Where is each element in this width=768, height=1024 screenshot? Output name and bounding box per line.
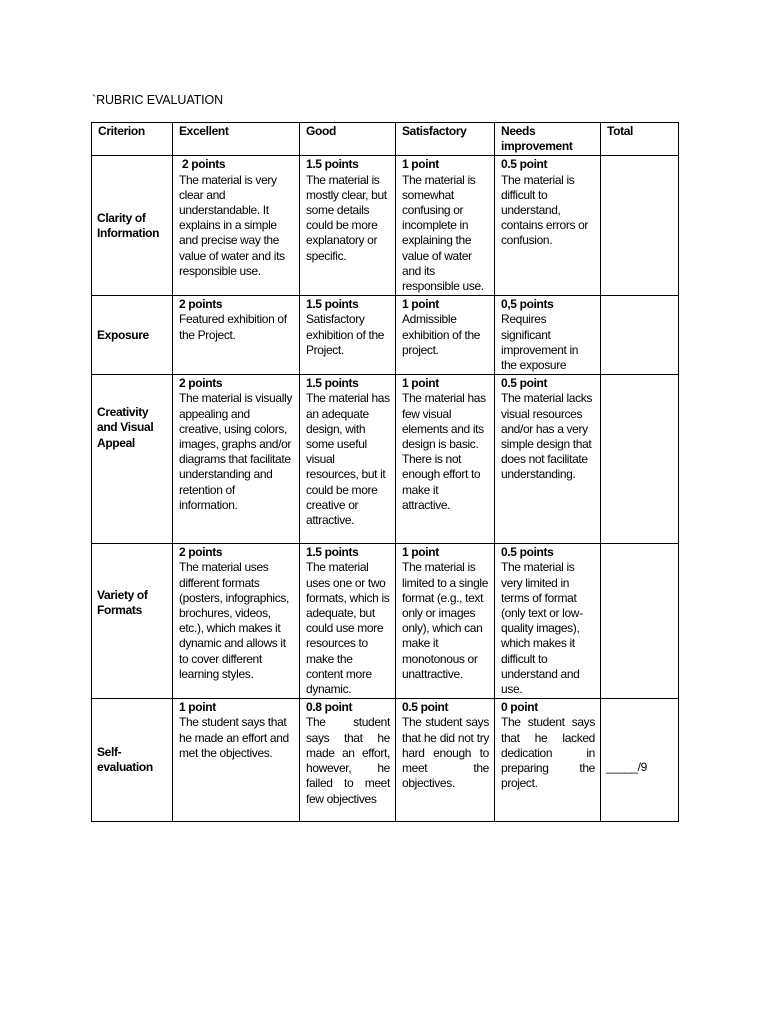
cell-description: The material is mostly clear, but some details could be more explanatory or specific.	[306, 172, 387, 263]
header-total: Total	[601, 123, 679, 156]
cell-good	[300, 699, 396, 822]
cell-good	[300, 296, 396, 375]
rubric-table	[91, 122, 679, 822]
cell-satisfactory	[396, 375, 495, 544]
row-criterion: Exposure	[92, 296, 173, 375]
cell-needs-improvement	[495, 296, 601, 375]
cell-points: 1.5 points	[306, 545, 359, 560]
cell-points: 1.5 points	[306, 297, 359, 312]
cell-points: 2 points	[179, 545, 223, 560]
cell-description: The material uses one or two formats, which is adequate, but could use more resources to make the content more dynamic.	[306, 560, 390, 697]
cell-points: 0.8 point	[306, 700, 353, 715]
cell-points: 1.5 points	[306, 157, 359, 172]
cell-description: The student says that he lacked dedication in preparing the project.	[501, 715, 595, 791]
header-criterion: Criterion	[92, 123, 173, 156]
cell-satisfactory	[396, 296, 495, 375]
cell-needs-improvement	[495, 699, 601, 822]
header-row	[92, 123, 679, 156]
cell-total: _____/9	[601, 699, 679, 822]
cell-needs-improvement	[495, 156, 601, 296]
cell-satisfactory	[396, 699, 495, 822]
cell-total	[601, 156, 679, 296]
table-row	[92, 699, 679, 822]
cell-points: 1 point	[402, 157, 439, 172]
cell-points: 1 point	[179, 700, 216, 715]
cell-description: The material lacks visual resources and/or has a very simple design that does not facilitate understanding.	[501, 391, 593, 482]
cell-description: The student says that he made an effort, however, he failed to meet few objectives	[306, 715, 390, 806]
row-criterion: Clarity of Information	[92, 156, 173, 296]
cell-excellent	[173, 375, 300, 544]
table-row	[92, 375, 679, 544]
table-row	[92, 156, 679, 296]
cell-good	[300, 544, 396, 699]
cell-excellent	[173, 699, 300, 822]
cell-excellent	[173, 544, 300, 699]
cell-description: The material is somewhat confusing or incomplete in explaining the value of water and its responsible use.	[402, 172, 484, 294]
cell-description: The material has few visual elements and its design is basic. There is not enough effort to make it attractive.	[402, 391, 486, 512]
cell-total	[601, 544, 679, 699]
cell-description: The material is visually appealing and creative, using colors, images, graphs and/or diagrams that facilitate understanding and retention of information.	[179, 391, 292, 512]
header-satisfactory: Satisfactory	[396, 123, 495, 156]
cell-points: 2 points	[179, 157, 226, 172]
cell-description: Featured exhibition of the Project.	[179, 312, 287, 342]
cell-description: Requires significant improvement in the exposure	[501, 312, 579, 373]
cell-points: 0,5 points	[501, 297, 554, 312]
header-needs-improvement: Needs improvement	[495, 123, 601, 156]
row-criterion: Creativity and Visual Appeal	[92, 375, 173, 544]
cell-points: 2 points	[179, 376, 223, 391]
cell-satisfactory	[396, 156, 495, 296]
cell-points: 0.5 point	[402, 700, 449, 715]
row-criterion: Self-evaluation	[92, 699, 173, 822]
cell-description: The student says that he made an effort and met the objectives.	[179, 715, 289, 760]
cell-description: The material has an adequate design, with some useful visual resources, but it could be more creative or attractive.	[306, 391, 390, 528]
cell-points: 2 points	[179, 297, 223, 312]
row-criterion: Variety of Formats	[92, 544, 173, 699]
cell-points: 1 point	[402, 376, 439, 391]
cell-description: The material is difficult to understand, contains errors or confusion.	[501, 172, 589, 248]
cell-description: The material is very clear and understandable. It explains in a simple and precise way the value of water and its responsible use.	[179, 172, 285, 278]
cell-description: The material is very limited in terms of format (only text or low-quality images), which makes it difficult to understand and use.	[501, 560, 583, 697]
cell-points: 0.5 points	[501, 545, 554, 560]
cell-description: The material uses different formats (posters, infographics, brochures, videos, etc.), which makes it dynamic and allows it to cover different learning styles.	[179, 560, 290, 681]
header-good: Good	[300, 123, 396, 156]
cell-good	[300, 375, 396, 544]
cell-total	[601, 296, 679, 375]
cell-excellent	[173, 156, 300, 296]
cell-description: Satisfactory exhibition of the Project.	[306, 312, 385, 357]
table-row	[92, 296, 679, 375]
cell-total	[601, 375, 679, 544]
cell-points: 1 point	[402, 297, 439, 312]
cell-needs-improvement	[495, 375, 601, 544]
cell-points: 0 point	[501, 700, 538, 715]
cell-excellent	[173, 296, 300, 375]
cell-points: 0.5 point	[501, 376, 548, 391]
cell-description: Admissible exhibition of the project.	[402, 312, 481, 357]
cell-points: 0.5 point	[501, 157, 548, 172]
cell-needs-improvement	[495, 544, 601, 699]
table-row	[92, 544, 679, 699]
cell-good	[300, 156, 396, 296]
cell-points: 1.5 points	[306, 376, 359, 391]
header-excellent: Excellent	[173, 123, 300, 156]
cell-points: 1 point	[402, 545, 439, 560]
cell-satisfactory	[396, 544, 495, 699]
cell-description: The material is limited to a single format (e.g., text only or images only), which can make it monotonous or unattractive.	[402, 560, 489, 681]
document-title: `RUBRIC EVALUATION	[92, 93, 224, 107]
cell-description: The student says that he did not try hard enough to meet the objectives.	[402, 715, 489, 791]
